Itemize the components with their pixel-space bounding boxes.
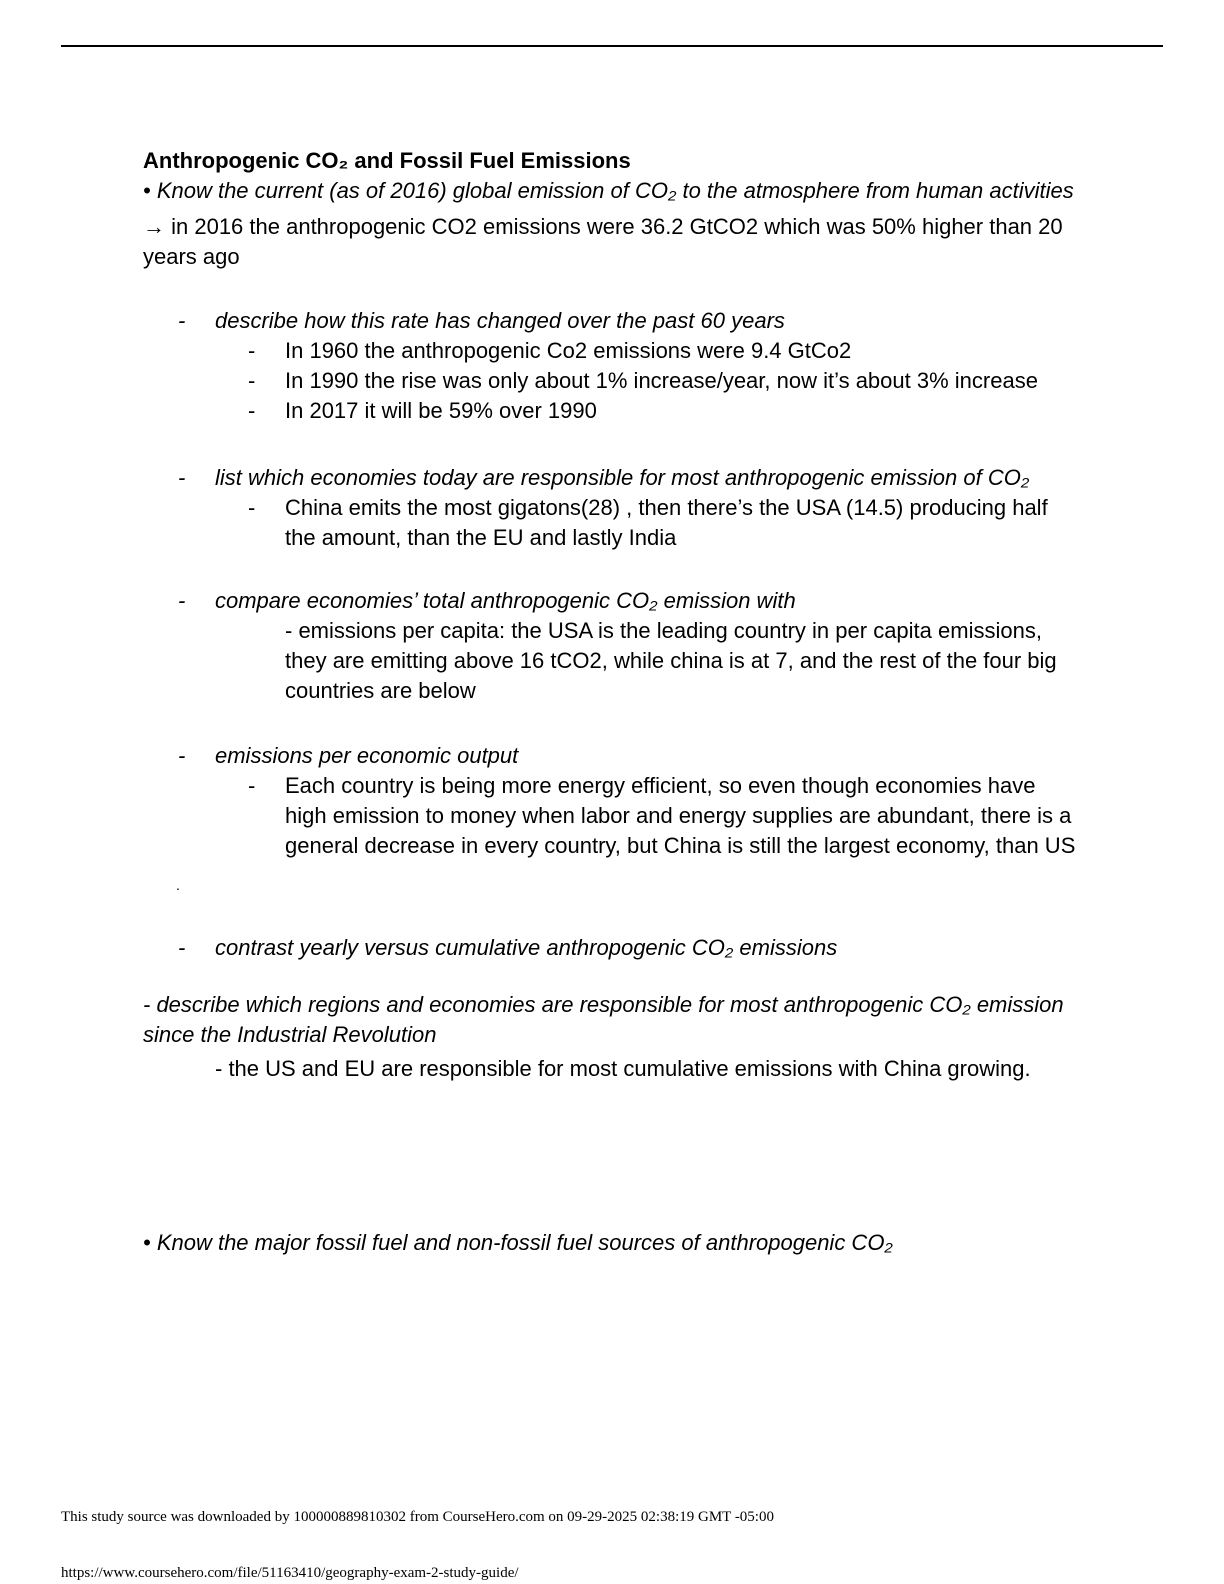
section-economies-today — [143, 463, 1083, 553]
section-rate-change — [143, 306, 1083, 426]
prompt-text: describe how this rate has changed over the past 60 years — [215, 308, 785, 333]
know-fossil-bullet: • Know the major fossil fuel and non-fossil fuel sources of anthropogenic CO₂ — [143, 1230, 893, 1255]
list-item — [143, 336, 1083, 366]
dash-marker: - — [178, 743, 186, 768]
list-item-text: Each country is being more energy efficient, so even though economies have high emission to money when labor and energy supplies are abundant, there is a general decrease in every country, but China is still the largest economy, than US — [285, 773, 1076, 858]
prompt-text: emissions per economic output — [215, 743, 519, 768]
list-item-prompt — [143, 463, 1083, 493]
dash-marker: - — [178, 935, 186, 960]
per-capita-answer: - emissions per capita: the USA is the leading country in per capita emissions, they are emitting above 16 tCO2, while china is at 7, and the rest of the four big countries are below — [285, 618, 1057, 703]
download-note: This study source was downloaded by 100000889810302 from CourseHero.com on 09-29-2025 02:38:19 GMT -05:00 — [61, 1509, 774, 1525]
list-item — [143, 396, 1083, 426]
section-compare-total — [143, 586, 1083, 706]
describe-regions-prompt: - describe which regions and economies are responsible for most anthropogenic CO₂ emission since the Industrial Revolution — [143, 992, 1064, 1047]
section-economic-output — [143, 741, 1083, 861]
header-rule — [61, 45, 1163, 47]
dash-marker: - — [178, 308, 186, 333]
section-yearly-vs-cumulative — [143, 933, 1083, 963]
list-item-prompt — [143, 933, 1083, 963]
list-item-text: In 1990 the rise was only about 1% increase/year, now it’s about 3% increase — [285, 368, 1038, 393]
list-item-prompt — [143, 586, 1083, 616]
dash-marker: - — [178, 465, 186, 490]
dash-marker: - — [248, 398, 256, 423]
source-url: https://www.coursehero.com/file/51163410/geography-exam-2-study-guide/ — [61, 1565, 519, 1581]
page-title: Anthropogenic CO₂ and Fossil Fuel Emissions — [143, 148, 631, 173]
list-item-prompt — [143, 741, 1083, 771]
know-current-bullet: • Know the current (as of 2016) global emission of CO₂ to the atmosphere from human activities — [143, 178, 1074, 203]
list-item — [143, 366, 1083, 396]
dash-marker: - — [248, 773, 256, 798]
list-item-text: In 2017 it will be 59% over 1990 — [285, 398, 597, 423]
list-item-prompt — [143, 306, 1083, 336]
list-item — [143, 771, 1083, 861]
list-item-text: China emits the most gigatons(28) , then there’s the USA (14.5) producing half the amount, than the EU and lastly India — [285, 495, 1048, 550]
prompt-text: compare economies’ total anthropogenic CO₂ emission with — [215, 588, 796, 613]
list-item-text: In 1960 the anthropogenic Co2 emissions were 9.4 GtCo2 — [285, 338, 852, 363]
stray-period: . — [176, 877, 180, 893]
arrow-answer: → in 2016 the anthropogenic CO2 emissions were 36.2 GtCO2 which was 50% higher than 20 years ago — [143, 214, 1063, 269]
dash-marker: - — [178, 588, 186, 613]
dash-marker: - — [248, 368, 256, 393]
list-item — [143, 493, 1083, 553]
prompt-text: list which economies today are responsible for most anthropogenic emission of CO₂ — [215, 465, 1030, 490]
page-content — [143, 146, 1083, 1258]
dash-marker: - — [248, 338, 256, 363]
dash-marker: - — [248, 495, 256, 520]
us-eu-answer: - the US and EU are responsible for most cumulative emissions with China growing. — [215, 1056, 1031, 1081]
prompt-text: contrast yearly versus cumulative anthropogenic CO₂ emissions — [215, 935, 838, 960]
